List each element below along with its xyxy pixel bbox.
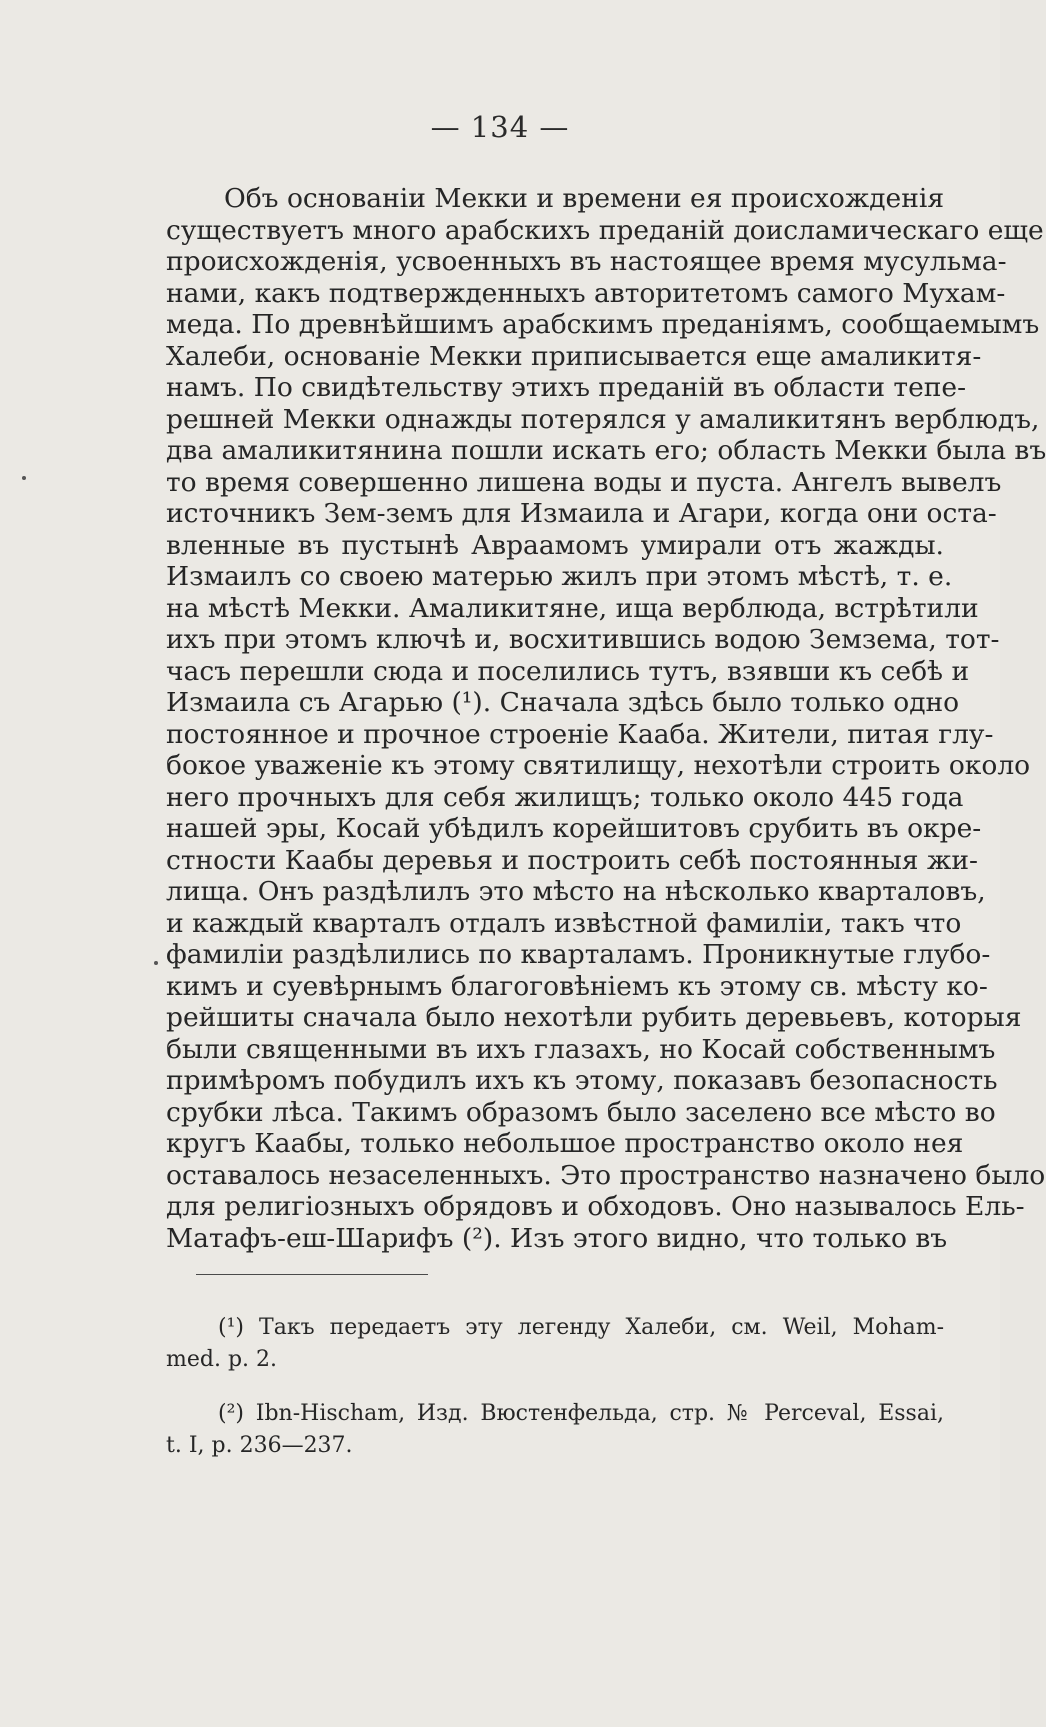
text-line: решней Мекки однажды потерялся у амаликитянъ верблюдъ, [166, 403, 1040, 435]
footnote-1-line-1: (¹) Такъ передаетъ эту легенду Халеби, см. Weil, Moham- [218, 1315, 944, 1340]
text-line: Матафъ-еш-Шарифъ (²). Изъ этого видно, что только въ [166, 1222, 948, 1254]
text-line: постоянное и прочное строенiе Кааба. Жители, питая глу- [166, 718, 994, 750]
footnote-1-line-2: med. p. 2. [166, 1347, 278, 1372]
text-line: часъ перешли сюда и поселились тутъ, взявши къ себѣ и [166, 655, 970, 687]
text-line: нашей эры, Косай убѣдилъ корейшитовъ срубить въ окре- [166, 813, 982, 844]
text-line: существуетъ много арабскихъ преданiй доисламическаго еще [166, 214, 1044, 246]
text-line: меда. По древнѣйшимъ арабскимъ преданiямъ, сообщаемымъ [166, 309, 1040, 340]
text-line: фамилiи раздѣлились по кварталамъ. Проникнутые глубо- [166, 939, 991, 970]
footnote-2-line-2: t. I, p. 236—237. [166, 1433, 353, 1458]
text-line: ихъ при этомъ ключѣ и, восхитившись водою Земзема, тот- [166, 624, 1000, 655]
text-line: лища. Онъ раздѣлилъ это мѣсто на нѣсколько кварталовъ, [166, 876, 986, 907]
text-line: Объ основанiи Мекки и времени ея происхожденiя [224, 183, 945, 214]
text-line: два амаликитянина пошли искать его; область Мекки была въ [166, 435, 1046, 466]
text-line: Халеби, основанiе Мекки приписывается еще амаликитя- [166, 340, 982, 372]
text-line: Измаилъ со своею матерью жилъ при этомъ мѣстѣ, т. е. [166, 561, 953, 592]
text-line: оставалось незаселенныхъ. Это пространство назначено было [166, 1159, 1046, 1191]
text-line: бокое уваженiе къ этому святилищу, нехотѣли строить около [166, 750, 1031, 781]
text-line: примѣромъ побудилъ ихъ къ этому, показавъ безопасность [166, 1065, 998, 1096]
footnotes-block [166, 1312, 944, 1462]
text-line: Измаила съ Агарью (¹). Сначала здѣсь было только одно [166, 687, 960, 718]
text-line: и каждый кварталъ отдалъ извѣстной фамилiи, такъ что [166, 907, 962, 939]
text-line: рейшиты сначала было нехотѣли рубить деревьевъ, которыя [166, 1002, 1022, 1033]
text-line: него прочныхъ для себя жилищъ; только около 445 года [166, 781, 964, 813]
text-line: для религiозныхъ обрядовъ и обходовъ. Оно называлось Ель- [166, 1191, 1025, 1222]
margin-speck [22, 476, 26, 480]
text-line: срубки лѣса. Такимъ образомъ было заселено все мѣсто во [166, 1096, 996, 1128]
text-line: на мѣстѣ Мекки. Амаликитяне, ища верблюда, встрѣтили [166, 592, 979, 624]
text-line: происхожденiя, усвоенныхъ въ настоящее время мусульма- [166, 246, 1007, 277]
text-line: источникъ Зем-земъ для Измаила и Агари, когда они оста- [166, 498, 997, 529]
text-line: то время совершенно лишена воды и пуста. Ангелъ вывелъ [166, 466, 1002, 498]
text-line: стности Каабы деревья и построить себѣ постоянныя жи- [166, 844, 978, 876]
text-line: вленные въ пустынѣ Авраамомъ умирали отъ жажды. [166, 529, 944, 561]
text-line: намъ. По свидѣтельству этихъ преданiй въ области тепе- [166, 372, 967, 403]
margin-speck [154, 961, 158, 965]
main-text-block [166, 183, 1046, 1254]
text-line: были священными въ ихъ глазахъ, но Косай собственнымъ [166, 1033, 996, 1065]
footnote-2-line-1: (²) Ibn-Hischam, Изд. Вюстенфельда, стр. № Perceval, Essai, [218, 1401, 944, 1426]
footnote-divider [196, 1274, 428, 1275]
text-line: нами, какъ подтвержденныхъ авторитетомъ самого Мухам- [166, 277, 1006, 309]
text-line: кругъ Каабы, только небольшое пространство около нея [166, 1128, 964, 1159]
text-line: кимъ и суевѣрнымъ благоговѣнiемъ къ этому св. мѣсту ко- [166, 970, 988, 1002]
page-number: — 134 — [430, 110, 570, 144]
